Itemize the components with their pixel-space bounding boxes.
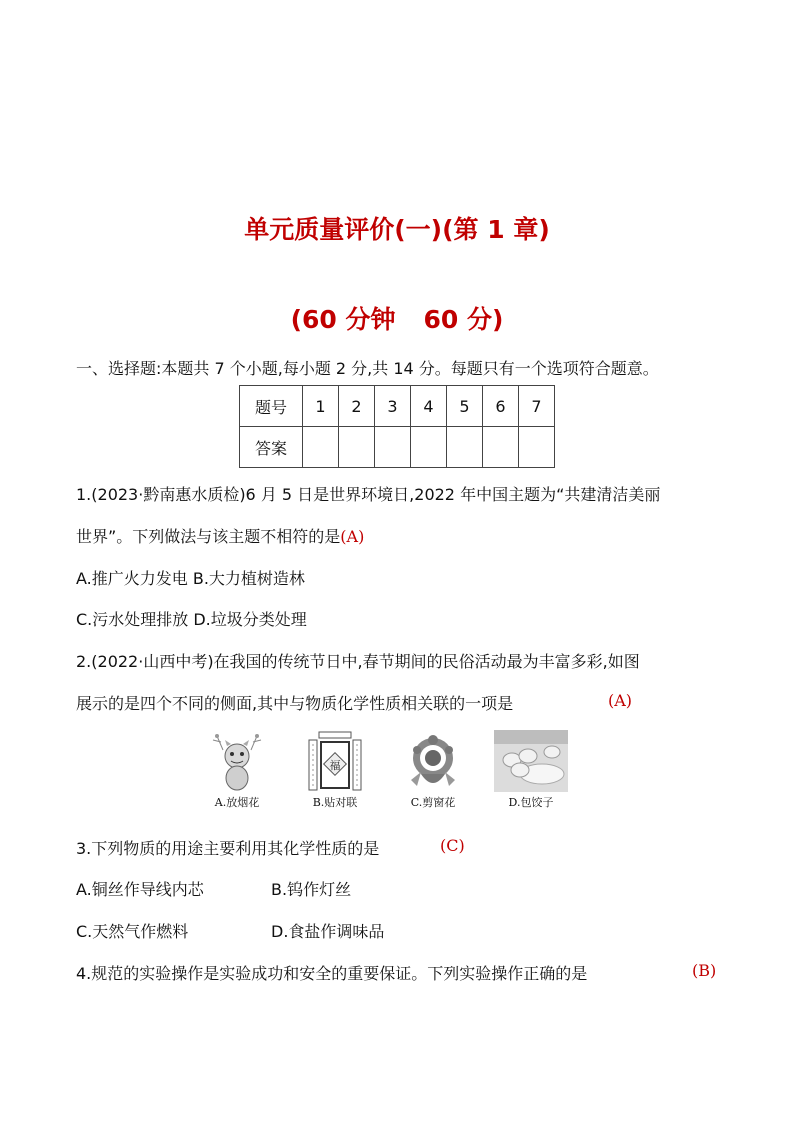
q4-answer: (B) [692,961,717,980]
answer-table [239,385,555,468]
section-heading: 一、选择题:本题共 7 个小题,每小题 2 分,共 14 分。每题只有一个选项符合题意。 [76,359,659,378]
q3-stem: 3.下列物质的用途主要利用其化学性质的是 [76,839,380,858]
answer-cell[interactable] [375,427,411,468]
couplets-icon [305,730,365,792]
q2-answer: (A) [608,691,633,710]
figure-dumplings [486,730,576,810]
figure-paper-cut [388,730,478,810]
q2-line1: 2.(2022·山西中考)在我国的传统节日中,春节期间的民俗活动最为丰富多彩,如图 [76,652,640,671]
q1-line2 [76,524,364,547]
answer-cell[interactable] [519,427,555,468]
q1-stem: 世界”。下列做法与该主题不相符的是 [76,527,341,546]
q1-answer: (A) [340,527,365,546]
q3-option-c: C.天然气作燃料 [76,922,189,941]
q2-line2: 展示的是四个不同的侧面,其中与物质化学性质相关联的一项是 [76,694,514,713]
table-cell-number: 1 [303,386,339,427]
page-title: 单元质量评价(一)(第 1 章) [244,215,550,244]
caption-b: B.贴对联 [312,796,358,809]
fireworks-tiger-icon [207,730,267,792]
q4-line1: 4.规范的实验操作是实验成功和安全的重要保证。下列实验操作正确的是 [76,964,588,983]
q1-options-cd: C.污水处理排放 D.垃圾分类处理 [76,610,307,629]
table-cell-number: 5 [447,386,483,427]
q3-option-d: D.食盐作调味品 [271,922,385,941]
subtitle-duration: (60 分钟 [290,305,396,334]
figure-couplets [290,730,380,810]
q2-figure-row [200,730,600,815]
table-row [240,386,555,427]
table-cell-number: 6 [483,386,519,427]
answer-cell[interactable] [411,427,447,468]
answer-cell[interactable] [303,427,339,468]
q3-option-a: A.铜丝作导线内芯 [76,880,204,899]
figure-fireworks [192,730,282,810]
q3-option-b: B.钨作灯丝 [271,880,352,899]
table-cell-number: 4 [411,386,447,427]
q3-line1 [76,836,379,859]
caption-d: D.包饺子 [508,796,554,809]
q1-line1: 1.(2023·黔南惠水质检)6 月 5 日是世界环境日,2022 年中国主题为“共建清洁美丽 [76,485,661,504]
dumplings-icon [494,730,568,792]
q1-options-ab: A.推广火力发电 B.大力植树造林 [76,569,305,588]
subtitle-score: 60 分) [423,305,504,334]
table-cell-number: 7 [519,386,555,427]
caption-a: A.放烟花 [214,796,260,809]
paper-cut-icon [403,730,463,792]
table-cell-number: 3 [375,386,411,427]
caption-c: C.剪窗花 [410,796,456,809]
table-row [240,427,555,468]
q3-answer: (C) [440,836,465,855]
page-subtitle [0,300,794,336]
answer-cell[interactable] [339,427,375,468]
answer-cell[interactable] [483,427,519,468]
table-header-answer: 答案 [240,427,303,468]
table-header-number: 题号 [240,386,303,427]
fu-character: 福 [329,759,341,772]
answer-cell[interactable] [447,427,483,468]
table-cell-number: 2 [339,386,375,427]
